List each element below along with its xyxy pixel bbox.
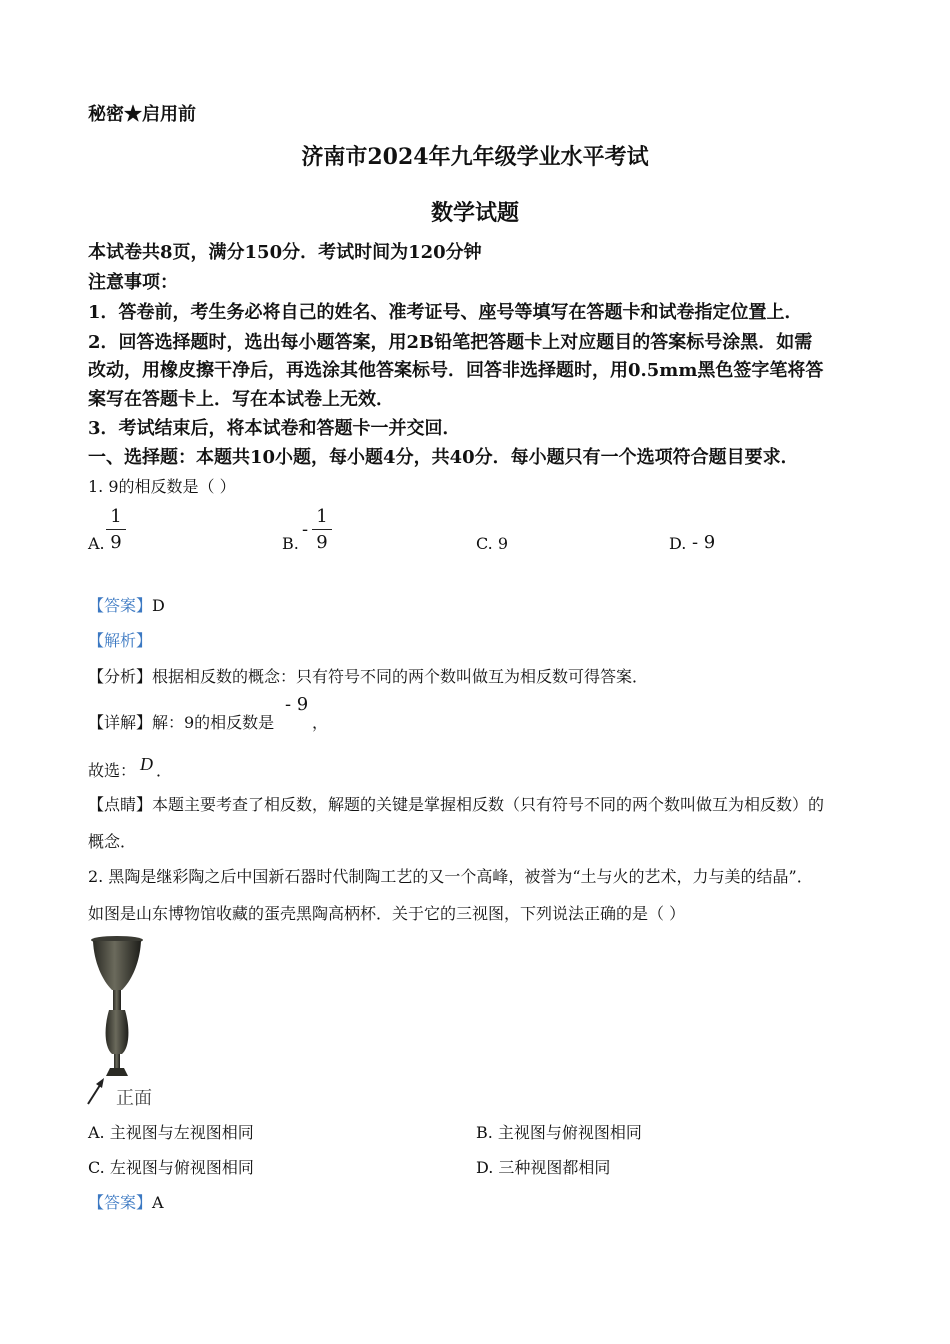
q1-option-b-sign: - (302, 519, 309, 540)
note-item-2-line-1: 2．回答选择题时，选出每小题答案，用2B铅笔把答题卡上对应题目的答案标号涂黑．如需 (88, 332, 813, 353)
q1-choice-prefix: 故选： (88, 761, 137, 780)
section-heading: 一、选择题：本题共10小题，每小题4分，共40分．每小题只有一个选项符合题目要求． (88, 447, 799, 468)
q1-detail-value: - 9 (285, 694, 309, 715)
exam-subtitle: 数学试题 (430, 200, 519, 226)
q1-option-b-label: B. (282, 534, 299, 553)
q1-answer-line (88, 593, 165, 616)
exam-title: 济南市2024年九年级学业水平考试 (301, 144, 649, 170)
q1-choice-value: D (140, 754, 153, 774)
q1-option-c: C. 9 (476, 534, 509, 553)
analysis-tag: 【解析】 (88, 631, 153, 650)
q1-option-a-denominator: 9 (110, 532, 122, 553)
answer-tag: 【答案】 (88, 596, 153, 615)
q2-option-c: C. 左视图与俯视图相同 (88, 1158, 254, 1177)
q1-option-d-label: D. (669, 534, 687, 553)
figure-front-label: 正面 (116, 1088, 152, 1109)
q1-option-b-fraction (312, 506, 332, 553)
fraction-bar (312, 529, 332, 530)
answer-tag: 【答案】 (88, 1193, 153, 1212)
q1-option-a-numerator: 1 (110, 506, 122, 527)
cup-bowl (93, 941, 141, 990)
q2-option-b: B. 主视图与俯视图相同 (476, 1123, 642, 1142)
q1-analysis: 【分析】根据相反数的概念：只有符号不同的两个数叫做互为相反数可得答案． (88, 667, 649, 686)
note-item-2-line-3: 案写在答题卡上．写在本试卷上无效． (88, 389, 394, 410)
q2-stem-line-2: 如图是山东博物馆收藏的蛋壳黑陶高柄杯．关于它的三视图，下列说法正确的是（ ） (88, 904, 686, 923)
q2-answer-line (88, 1190, 164, 1213)
q1-detail-suffix: ， (312, 713, 329, 732)
q1-comment-line-2: 概念． (88, 832, 137, 851)
q1-detail-prefix: 【详解】解：9的相反数是 (88, 713, 275, 732)
q1-option-a-label: A. (88, 534, 105, 553)
cup-stem-lower (114, 1054, 120, 1068)
q1-option-a-fraction (106, 506, 126, 553)
q2-option-a: A. 主视图与左视图相同 (88, 1123, 254, 1142)
notes-heading: 注意事项： (88, 272, 178, 293)
exam-summary: 本试卷共8页，满分150分．考试时间为120分钟 (88, 242, 482, 263)
q1-answer: D (152, 596, 165, 615)
cup-stem-upper (113, 990, 121, 1010)
note-item-3: 3．考试结束后，将本试卷和答题卡一并交回． (88, 418, 461, 439)
fraction-bar (106, 529, 126, 530)
q1-option-b-numerator: 1 (316, 506, 328, 527)
secret-label: 秘密★启用前 (88, 104, 196, 125)
q1-stem: 1. 9的相反数是（ ） (88, 477, 236, 496)
q1-choice-suffix: ． (156, 761, 173, 780)
q1-comment-line-1: 【点睛】本题主要考查了相反数，解题的关键是掌握相反数（只有符号不同的两个数叫做互为相反数）的 (88, 795, 825, 814)
q2-answer: A (152, 1193, 164, 1212)
note-item-1: 1．答卷前，考生务必将自己的姓名、准考证号、座号等填写在答题卡和试卷指定位置上． (88, 302, 803, 323)
cup-stem-bulb (106, 1010, 129, 1054)
q2-option-d: D. 三种视图都相同 (476, 1158, 611, 1177)
q1-option-d-value: - 9 (692, 532, 716, 553)
cup-base (106, 1068, 128, 1076)
front-arrow-head (96, 1078, 104, 1088)
note-item-2-line-2: 改动，用橡皮擦干净后，再选涂其他答案标号．回答非选择题时，用0.5mm黑色签字笔将答 (88, 360, 824, 381)
q1-option-b-denominator: 9 (316, 532, 328, 553)
q2-stem-line-1: 2. 黑陶是继彩陶之后中国新石器时代制陶工艺的又一个高峰，被誉为“土与火的艺术，力与美的结晶”． (88, 867, 813, 886)
